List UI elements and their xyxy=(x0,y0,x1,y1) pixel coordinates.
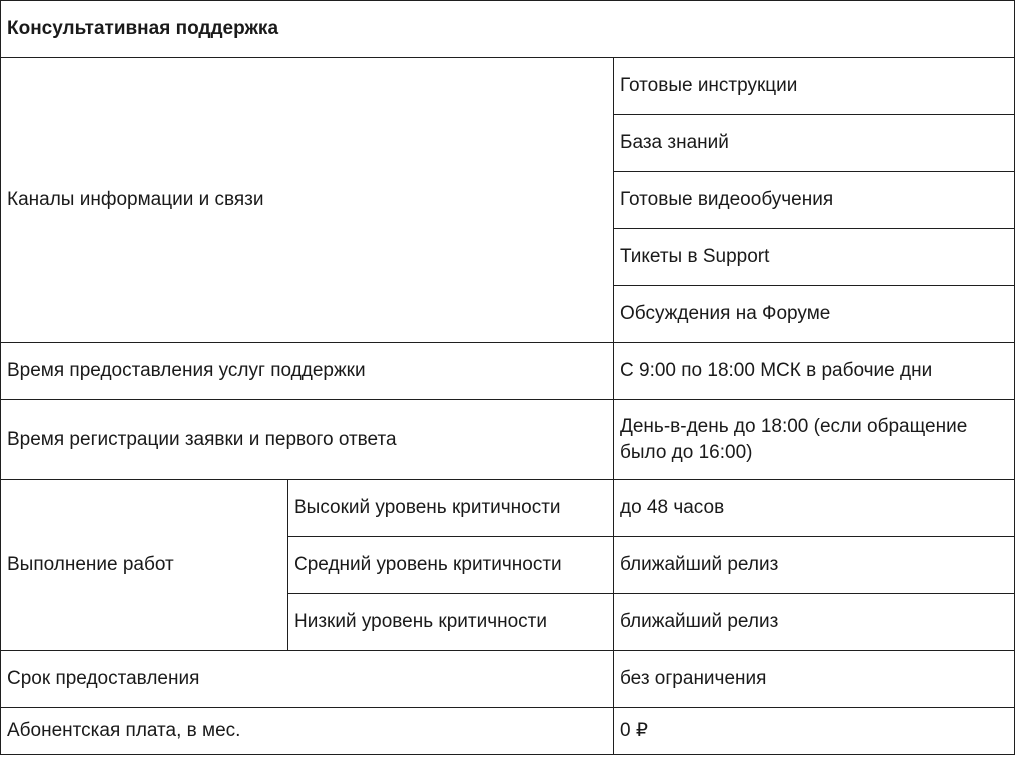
service-time-value: С 9:00 по 18:00 МСК в рабочие дни xyxy=(614,343,1015,400)
subscription-fee-value: 0 ₽ xyxy=(614,708,1015,755)
channel-item: Готовые инструкции xyxy=(614,58,1015,115)
channel-item: Тикеты в Support xyxy=(614,229,1015,286)
registration-time-label: Время регистрации заявки и первого ответа xyxy=(1,400,614,480)
work-execution-label: Выполнение работ xyxy=(1,480,288,651)
criticality-term: до 48 часов xyxy=(614,480,1015,537)
criticality-level: Низкий уровень критичности xyxy=(288,594,614,651)
criticality-term: ближайший релиз xyxy=(614,594,1015,651)
registration-time-value: День-в-день до 18:00 (если обращение было до 16:00) xyxy=(614,400,1015,480)
channel-item: База знаний xyxy=(614,115,1015,172)
criticality-level: Средний уровень критичности xyxy=(288,537,614,594)
criticality-level: Высокий уровень критичности xyxy=(288,480,614,537)
provision-period-label: Срок предоставления xyxy=(1,651,614,708)
table-title: Консультативная поддержка xyxy=(1,1,1015,58)
channel-item: Обсуждения на Форуме xyxy=(614,286,1015,343)
subscription-fee-label: Абонентская плата, в мес. xyxy=(1,708,614,755)
service-time-label: Время предоставления услуг поддержки xyxy=(1,343,614,400)
criticality-term: ближайший релиз xyxy=(614,537,1015,594)
channels-label: Каналы информации и связи xyxy=(1,58,614,343)
provision-period-value: без ограничения xyxy=(614,651,1015,708)
channel-item: Готовые видеообучения xyxy=(614,172,1015,229)
